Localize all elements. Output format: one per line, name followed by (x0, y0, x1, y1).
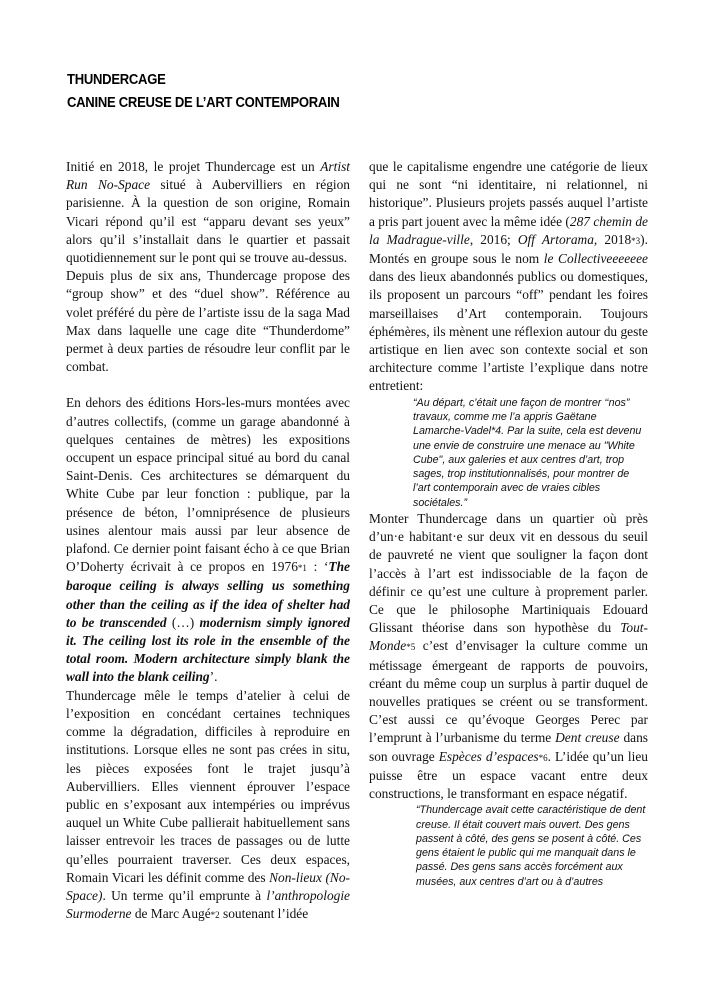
text-run: ’. (209, 669, 218, 685)
quote-emphasis: modernism simply ignored it. The ceiling lost its role in the ensemble of the total room. Modern architecture simply blank the wall into the blank ceiling (66, 614, 350, 685)
emphasis: l’anthropologie Surmoderne (66, 887, 350, 922)
text-run: Monter Thundercage dans un quartier où près d’un·e habitant·e sur deux vit en dessous du seuil de pauvreté ne vient que souligner la façon dont l’accès à l’art est indissociable de la façon de définir ce qu’est une culture à proprement parler. Ce que le philosophe Martiniquais Edouard Glissant théorise dans son hypothèse du (369, 511, 648, 636)
footnote-ref: *3 (631, 235, 641, 246)
interview-quote-2: “Thundercage avait cette caractéristique de dent creuse. Il était couvert mais ouvert. Des gens passent à côté, des gens se posent à côté. Ces gens étaient le public qui me manquait dans le passé. Des gens sans accès forcément aux musées, aux centres d’art ou à d’autres (416, 804, 646, 888)
text-run: dans des lieux abandonnés publics ou domestiques, ils proposent un parcours “off” pendant les foires marseillaises d’Art contemporain. Toujours éphémères, ils mènent une réflexion autour du geste artistique en lien avec son contexte social et son architecture comme l’artiste l’explique dans notre entretient: (369, 269, 648, 394)
emphasis: Artist Run No-Space (66, 159, 350, 193)
quote-emphasis: The baroque ceiling is always selling us something other than the ceiling as if the idea of shelter had to be transcended (66, 559, 350, 630)
interview-quote-1: “Au départ, c’était une façon de montrer ‘‘nos” travaux, comme me l’a appris Gaëtane Lamarche-Vadel*4. Par la suite, cela est devenu une envie de construire une menace au "White Cube", aux galeries et aux centres d’art, trop sages, trop institutionnalisés, pour montrer de l’art contemporain avec de vraies cibles sociétales.” (413, 396, 642, 509)
text-run: c’est d’envisager la culture comme un métissage émergeant de rapports de pouvoirs, créant du même coup un surplus à partir duquel de nouvelles pratiques se créent ou se transforment. C’est aussi ce qu’évoque Georges Perec par l’emprunt à l’urbanisme du terme (369, 638, 648, 746)
paragraph-intro (66, 158, 350, 267)
emphasis: Dent creuse (555, 730, 620, 746)
text-run: Initié en 2018, le projet Thundercage est un (66, 159, 321, 174)
footnote-ref: *1 (297, 563, 307, 574)
text-run: dans son ouvrage (369, 730, 648, 764)
text-run: : ‘ (306, 559, 329, 575)
text-run: , 2016; (469, 231, 518, 247)
emphasis: Off Artorama, (517, 231, 598, 247)
emphasis: le Collectiveeeeeee (543, 251, 648, 267)
title-line-2: CANINE CREUSE DE L’ART CONTEMPORAIN (67, 95, 340, 111)
text-run: 2018 (597, 231, 632, 247)
text-run: . L’idée qu’un lieu puisse être un espace vacant entre deux constructions, le transformant en espace négatif. (369, 748, 648, 802)
emphasis: Tout-Monde (369, 620, 648, 654)
text-run: de Marc Augé (131, 906, 211, 922)
left-column (66, 158, 350, 924)
paragraph-studio (66, 687, 350, 925)
paragraph-neighborhood (369, 510, 648, 803)
paragraph-architecture (66, 394, 350, 686)
emphasis: Non-lieux (No-Space) (66, 869, 350, 903)
text-run: Thundercage mêle le temps d’atelier à celui de l’exposition en concédant certaines techniques comme la dégradation, difficiles à reproduire en institutions. Lorsque elles ne sont pas crées in situ, les pièces exposées font le trajet jusqu’à Aubervilliers. Elles viennent éprouver l’espace public en s’exposant aux intempéries ou imprévus auquel un White Cube pallierait habituellement sans laisser entrevoir les traces de passages ou de lutte qu’elles pourraient traverser. Ces deux espaces, Romain Vicari les définit comme des (66, 687, 350, 885)
text-run: que le capitalisme engendre une catégorie de lieux qui ne sont “ni identitaire, ni relationnel, ni historique”. Plusieurs projets passés auquel l’artiste a pris part jouent avec la même idée ( (369, 159, 648, 229)
text-run: En dehors des éditions Hors-les-murs montées avec d’autres collectifs, (comme un garage abandonné à quelques centaines de mètres) les expositions occupent un espace principal situé au bord du canal Saint-Denis. Ces architectures se démarquent du White Cube par leur fonction : publique, par la présence de béton, l’omniprésence de plusieurs usines alentour mais aussi par leur absence de plafond. Ce dernier point faisant écho à ce que Brian O’Doherty écrivait à ce propos en 1976 (66, 395, 350, 575)
text-run: soutenant l’idée (219, 906, 309, 922)
title-line-1: THUNDERCAGE (67, 72, 166, 88)
paragraph-capitalism (369, 158, 648, 396)
emphasis: Espèces d’espaces (438, 748, 539, 764)
emphasis: 287 chemin de la Madrague-ville (369, 213, 648, 247)
article-title (67, 69, 571, 115)
paragraph-gap (66, 376, 350, 394)
footnote-ref: *5 (406, 642, 416, 653)
text-run: . Un terme qu’il emprunte à (102, 887, 267, 903)
text-run: situé à Aubervilliers en région parisienne. À la question de son origine, Romain Vicari répond qu’il est “apparu devant ses yeux” alors qu’il s’installait dans le quartier et passait quotidiennement sur le pont qui se trouve au-dessus. (66, 177, 350, 266)
text-run: ). Montés en groupe sous le nom (369, 231, 648, 267)
paragraph-origin: Depuis plus de six ans, Thundercage propose des “group show” et des “duel show”. Référence au volet préféré du père de l’artiste issu de la saga Mad Max dans laquelle une cage dite “Thunderdome” permet à deux parties de résoudre leur conflit par le combat. (66, 268, 350, 375)
footnote-ref: *2 (210, 910, 220, 921)
right-column (369, 158, 648, 889)
text-run: (…) (166, 614, 200, 630)
footnote-ref: *6 (538, 752, 548, 763)
